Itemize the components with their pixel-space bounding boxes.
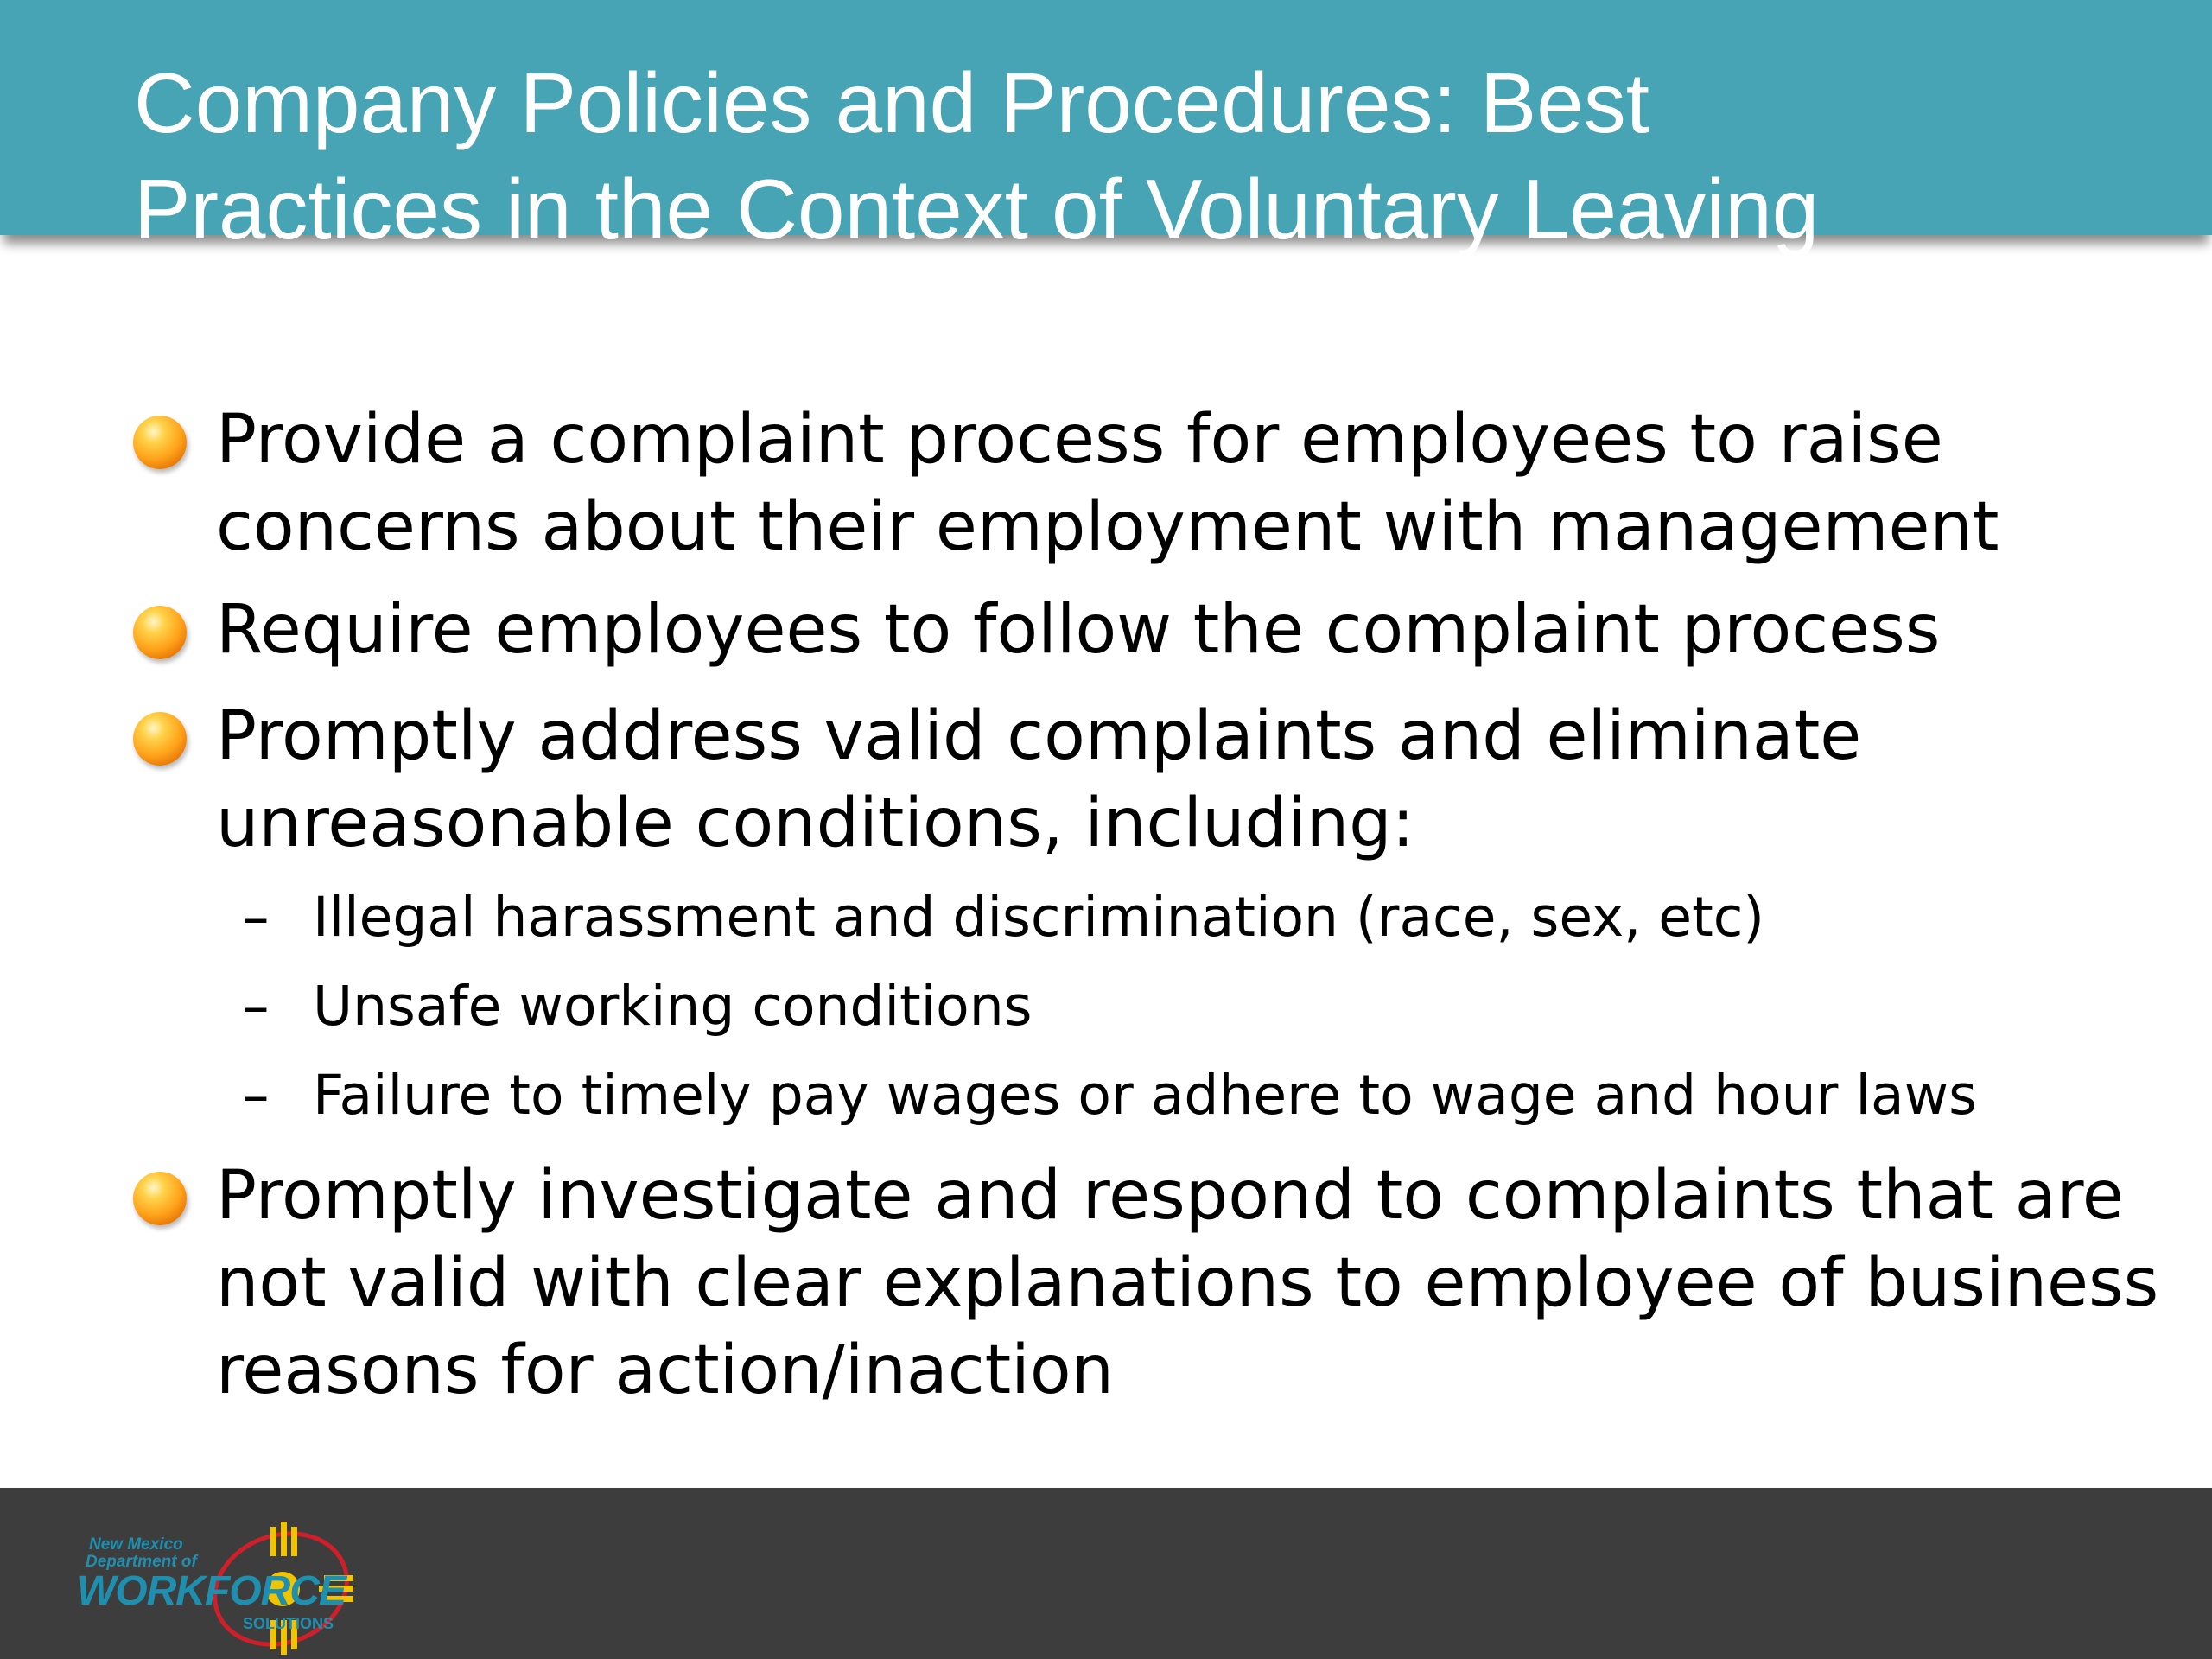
slide-title-line: Practices in the Context of Voluntary Leaving <box>134 162 1820 257</box>
bullet-text <box>216 587 1940 674</box>
dash-bullet-icon: – <box>242 886 270 949</box>
bullet-line: Require employees to follow the complaint process <box>216 591 1941 669</box>
bullet-text <box>216 1153 2158 1414</box>
workforce-solutions-logo <box>73 1518 367 1656</box>
bullet-text <box>216 397 1999 571</box>
sub-bullet-text: Illegal harassment and discrimination (race, sex, etc) <box>313 886 1764 949</box>
bullet-line: unreasonable conditions, including: <box>216 785 1414 862</box>
footer-bar <box>0 1488 2212 1659</box>
orange-bullet-icon <box>133 712 187 766</box>
logo-wordmark: WORKFORCE <box>77 1568 346 1614</box>
logo-text: New Mexico <box>89 1535 183 1554</box>
logo-text: Department of <box>86 1553 197 1571</box>
dash-bullet-icon: – <box>242 975 270 1038</box>
bullet-text <box>216 693 1861 868</box>
bullet-line: Promptly investigate and respond to complaints that are <box>216 1157 2124 1235</box>
orange-bullet-icon <box>133 416 187 469</box>
bullet-line: concerns about their employment with management <box>216 488 1999 566</box>
orange-bullet-icon <box>133 606 187 659</box>
dash-bullet-icon: – <box>242 1064 270 1127</box>
slide-title-line: Company Policies and Procedures: Best <box>134 55 1649 150</box>
logo-text: SOLUTIONS <box>243 1615 334 1632</box>
bullet-line: reasons for action/inaction <box>216 1332 1114 1409</box>
sub-bullet-text: Unsafe working conditions <box>313 975 1033 1038</box>
bullet-line: Promptly address valid complaints and eliminate <box>216 697 1862 775</box>
sub-bullet-text: Failure to timely pay wages or adhere to wage and hour laws <box>313 1064 1977 1127</box>
orange-bullet-icon <box>133 1172 187 1225</box>
bullet-line: Provide a complaint process for employees to raise <box>216 401 1943 479</box>
bullet-line: not valid with clear explanations to employee of business <box>216 1244 2159 1322</box>
